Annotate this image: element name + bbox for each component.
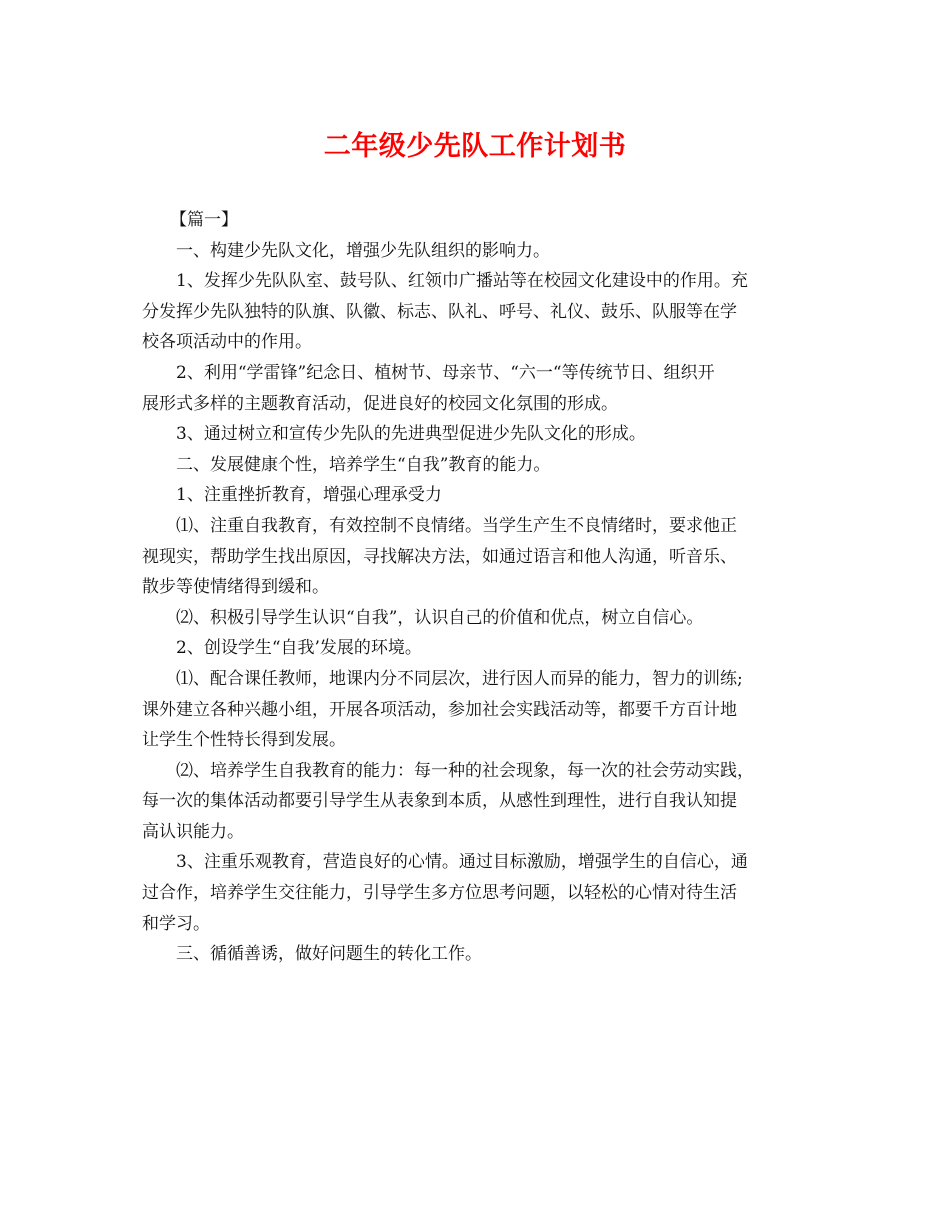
paragraph-line: ⑵、积极引导学生认识“自我”，认识自己的价值和优点，树立自信心。 [176,607,704,628]
paragraph-line: 3、通过树立和宣传少先队的先进典型促进少先队文化的形成。 [176,424,646,445]
paragraph-line: 二、发展健康个性，培养学生“自我”教育的能力。 [176,454,551,475]
paragraph-line: 1、注重挫折教育，增强心理承受力 [176,485,442,506]
paragraph-line: 展形式多样的主题教育活动，促进良好的校园文化氛围的形成。 [142,393,618,414]
paragraph-line: ⑵、培养学生自我教育的能力：每一种的社会现象，每一次的社会劳动实践， [176,760,754,781]
document-body [142,205,807,970]
paragraph-line: ⑴、注重自我教育，有效控制不良情绪。当学生产生不良情绪时，要求他正 [176,515,737,536]
paragraph-line: 课外建立各种兴趣小组，开展各项活动，参加社会实践活动等，都要千方百计地 [142,699,737,720]
paragraph-line: 3、注重乐观教育，营造良好的心情。通过目标激励，增强学生的自信心，通 [176,852,748,873]
paragraph-line: ⑴、配合课任教师，地课内分不同层次，进行因人而异的能力，智力的训练; [176,668,743,689]
paragraph-line: 一、构建少先队文化，增强少先队组织的影响力。 [176,240,550,261]
section-heading: 【篇一】 [170,210,238,230]
paragraph-line: 过合作，培养学生交往能力，引导学生多方位思考问题，以轻松的心情对待生活 [142,883,737,904]
paragraph-line: 每一次的集体活动都要引导学生从表象到本质，从感性到理性，进行自我认知提 [142,791,737,812]
paragraph-line: 2、利用“学雷锋”纪念日、植树节、母亲节、“六一“等传统节日、组织开 [176,362,715,383]
paragraph-line: 1、发挥少先队队室、鼓号队、红领巾广播站等在校园文化建设中的作用。充 [176,271,748,292]
paragraph-line: 三、循循善诱，做好问题生的转化工作。 [176,944,482,965]
paragraph-line: 散步等使情绪得到缓和。 [142,577,329,598]
paragraph-line: 高认识能力。 [142,821,244,842]
paragraph-line: 校各项活动中的作用。 [142,332,312,353]
paragraph-line: 让学生个性特长得到发展。 [142,730,346,751]
paragraph-line: 分发挥少先队独特的队旗、队徽、标志、队礼、呼号、礼仪、鼓乐、队服等在学 [142,301,737,322]
paragraph-line: 2、创设学生“自我’发展的环境。 [176,638,422,659]
paragraph-line: 视现实，帮助学生找出原因，寻找解决方法，如通过语言和他人沟通，听音乐、 [142,546,737,567]
document-title: 二年级少先队工作计划书 [323,131,627,162]
paragraph-line: 和学习。 [142,913,210,934]
